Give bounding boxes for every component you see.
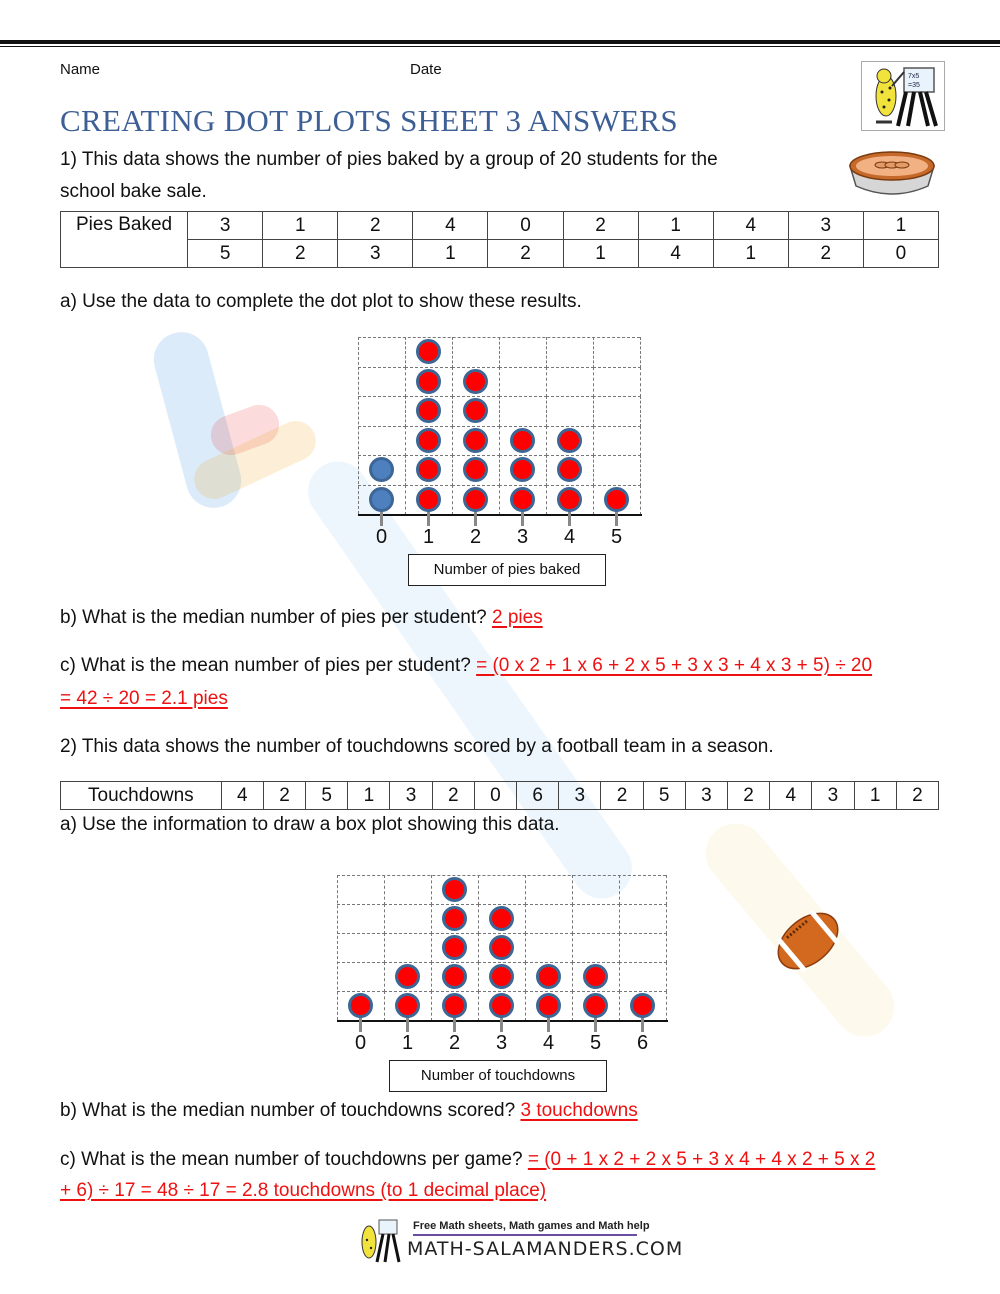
- grid-cell: [358, 367, 406, 398]
- q2-prompt: 2) This data shows the number of touchdowns scored by a football team in a season.: [60, 736, 774, 757]
- svg-text:7x5: 7x5: [908, 73, 920, 80]
- table-cell: 1: [348, 782, 390, 810]
- grid-cell: [499, 367, 547, 398]
- table-cell: 4: [638, 240, 713, 268]
- q1-part-c-question: c) What is the mean number of pies per student?: [60, 655, 471, 676]
- grid-cell: [384, 904, 432, 934]
- footer-tagline: Free Math sheets, Math games and Math help: [413, 1220, 650, 1232]
- answer-dot: [489, 935, 514, 960]
- axis-tick-label: 5: [610, 526, 623, 548]
- grid-cell: [337, 962, 385, 992]
- grid-cell: [593, 337, 641, 368]
- table-cell: 1: [863, 212, 938, 240]
- q2-part-c-answer-line2: + 6) ÷ 17 = 48 ÷ 17 = 2.8 touchdowns (to 1 decimal place): [60, 1180, 547, 1201]
- answer-dot: [463, 428, 488, 453]
- top-rule: [0, 40, 1000, 44]
- touchdowns-axis-label: Number of touchdowns: [389, 1060, 607, 1092]
- q2-part-b-question: b) What is the median number of touchdowns scored?: [60, 1100, 516, 1121]
- answer-dot: [557, 428, 582, 453]
- grid-cell: [572, 904, 620, 934]
- answer-dot: [463, 487, 488, 512]
- q1-part-c-answer-line2: = 42 ÷ 20 = 2.1 pies: [60, 688, 228, 709]
- table-row-label: Touchdowns: [61, 782, 222, 810]
- axis-tick-label: 0: [354, 1032, 367, 1054]
- grid-cell: [525, 904, 573, 934]
- answer-dot: [536, 993, 561, 1018]
- answer-dot: [348, 993, 373, 1018]
- pies-data-table: [60, 211, 939, 268]
- grid-cell: [619, 875, 667, 905]
- q1-part-b: [60, 602, 543, 634]
- answer-dot: [395, 993, 420, 1018]
- pies-axis-label: Number of pies baked: [408, 554, 606, 586]
- table-cell: 1: [263, 212, 338, 240]
- q2-part-a: a) Use the information to draw a box plot showing this data.: [60, 814, 560, 835]
- date-label: Date: [410, 61, 442, 78]
- q1-part-c: [60, 650, 872, 682]
- top-rule-thin: [0, 46, 1000, 47]
- grid-cell: [384, 875, 432, 905]
- answer-dot: [510, 487, 535, 512]
- table-cell: 2: [263, 240, 338, 268]
- given-dot: [369, 487, 394, 512]
- grid-cell: [499, 337, 547, 368]
- answer-dot: [442, 964, 467, 989]
- grid-cell: [593, 426, 641, 457]
- grid-cell: [358, 337, 406, 368]
- table-cell: 3: [338, 240, 413, 268]
- grid-cell: [337, 933, 385, 963]
- q2-part-b-answer: 3 touchdowns: [520, 1100, 638, 1121]
- answer-dot: [395, 964, 420, 989]
- q2-part-c-question: c) What is the mean number of touchdowns per game?: [60, 1149, 523, 1170]
- salamander-logo-icon: [861, 61, 945, 131]
- q2-part-c: [60, 1144, 875, 1176]
- grid-cell: [358, 396, 406, 427]
- q1-prompt-line1: 1) This data shows the number of pies baked by a group of 20 students for the: [60, 149, 718, 170]
- touchdowns-data-table: [60, 781, 939, 810]
- grid-cell: [525, 933, 573, 963]
- grid-cell: [593, 367, 641, 398]
- table-cell: 3: [188, 212, 263, 240]
- answer-dot: [416, 369, 441, 394]
- table-row-label: Pies Baked: [61, 212, 188, 268]
- table-row: [61, 240, 939, 268]
- answer-dot: [489, 906, 514, 931]
- pie-icon: [846, 148, 938, 198]
- table-cell: 4: [770, 782, 812, 810]
- grid-cell: [358, 426, 406, 457]
- footer-logo: [355, 1218, 684, 1264]
- table-cell: 3: [390, 782, 432, 810]
- q1-part-a: a) Use the data to complete the dot plot to show these results.: [60, 291, 582, 312]
- table-cell: 4: [413, 212, 488, 240]
- table-cell: 3: [559, 782, 601, 810]
- svg-text:=35: =35: [908, 82, 920, 89]
- q1-part-b-answer: 2 pies: [491, 607, 543, 628]
- footer-rule: [413, 1234, 637, 1236]
- footer-site: MATH-SALAMANDERS.COM: [407, 1238, 684, 1260]
- answer-dot: [416, 428, 441, 453]
- grid-cell: [525, 875, 573, 905]
- answer-dot: [630, 993, 655, 1018]
- table-cell: 5: [643, 782, 685, 810]
- plot-grid: [358, 337, 640, 514]
- table-cell: 1: [413, 240, 488, 268]
- axis-tick-label: 0: [375, 526, 388, 548]
- table-row: [61, 212, 939, 240]
- axis-tick-label: 1: [422, 526, 435, 548]
- q1-part-b-question: b) What is the median number of pies per student?: [60, 607, 487, 628]
- answer-dot: [583, 993, 608, 1018]
- grid-cell: [546, 337, 594, 368]
- grid-cell: [619, 962, 667, 992]
- x-axis: [358, 514, 642, 516]
- name-label: Name: [60, 61, 101, 78]
- axis-tick-label: 3: [495, 1032, 508, 1054]
- answer-dot: [583, 964, 608, 989]
- answer-dot: [442, 906, 467, 931]
- grid-cell: [619, 904, 667, 934]
- table-cell: 1: [563, 240, 638, 268]
- table-cell: 3: [788, 212, 863, 240]
- table-cell: 0: [488, 212, 563, 240]
- grid-cell: [546, 396, 594, 427]
- q2-part-b: [60, 1095, 638, 1127]
- grid-cell: [337, 904, 385, 934]
- axis-tick-label: 4: [563, 526, 576, 548]
- table-cell: 2: [488, 240, 563, 268]
- grid-cell: [452, 337, 500, 368]
- table-cell: 0: [474, 782, 516, 810]
- table-cell: 3: [685, 782, 727, 810]
- table-cell: 2: [263, 782, 305, 810]
- answer-dot: [557, 487, 582, 512]
- table-cell: 2: [896, 782, 938, 810]
- table-row: [61, 782, 939, 810]
- q2-part-c-answer-line1: = (0 + 1 x 2 + 2 x 5 + 3 x 4 + 4 x 2 + 5 x 2: [527, 1149, 876, 1170]
- q1-prompt-line2: school bake sale.: [60, 181, 207, 202]
- grid-cell: [337, 875, 385, 905]
- grid-cell: [593, 396, 641, 427]
- table-cell: 5: [188, 240, 263, 268]
- grid-cell: [499, 396, 547, 427]
- answer-dot: [416, 487, 441, 512]
- answer-dot: [510, 428, 535, 453]
- grid-cell: [572, 875, 620, 905]
- table-cell: 1: [638, 212, 713, 240]
- grid-cell: [478, 875, 526, 905]
- table-cell: 4: [713, 212, 788, 240]
- table-cell: 1: [713, 240, 788, 268]
- grid-cell: [546, 367, 594, 398]
- axis-tick-label: 2: [469, 526, 482, 548]
- axis-tick-label: 3: [516, 526, 529, 548]
- table-cell: 2: [338, 212, 413, 240]
- page-title: CREATING DOT PLOTS SHEET 3 ANSWERS: [60, 103, 678, 138]
- footer-salamander-icon: [355, 1218, 405, 1264]
- grid-cell: [619, 933, 667, 963]
- table-cell: 4: [221, 782, 263, 810]
- table-cell: 2: [727, 782, 769, 810]
- answer-dot: [442, 935, 467, 960]
- answer-dot: [463, 369, 488, 394]
- axis-tick-label: 5: [589, 1032, 602, 1054]
- answer-dot: [604, 487, 629, 512]
- answer-dot: [489, 964, 514, 989]
- axis-tick-label: 1: [401, 1032, 414, 1054]
- axis-tick-label: 2: [448, 1032, 461, 1054]
- grid-cell: [384, 933, 432, 963]
- q1-part-c-answer-line1: = (0 x 2 + 1 x 6 + 2 x 5 + 3 x 3 + 4 x 3 + 5) ÷ 20: [476, 655, 873, 676]
- table-cell: 2: [563, 212, 638, 240]
- table-cell: 2: [432, 782, 474, 810]
- axis-tick-label: 4: [542, 1032, 555, 1054]
- answer-dot: [536, 964, 561, 989]
- answer-dot: [489, 993, 514, 1018]
- grid-cell: [572, 933, 620, 963]
- table-cell: 3: [812, 782, 854, 810]
- answer-dot: [442, 877, 467, 902]
- table-cell: 1: [854, 782, 896, 810]
- table-cell: 6: [517, 782, 559, 810]
- axis-tick-label: 6: [636, 1032, 649, 1054]
- table-cell: 2: [788, 240, 863, 268]
- football-icon: [772, 905, 844, 977]
- table-cell: 2: [601, 782, 643, 810]
- table-cell: 5: [306, 782, 348, 810]
- answer-dot: [442, 993, 467, 1018]
- grid-cell: [593, 455, 641, 486]
- table-cell: 0: [863, 240, 938, 268]
